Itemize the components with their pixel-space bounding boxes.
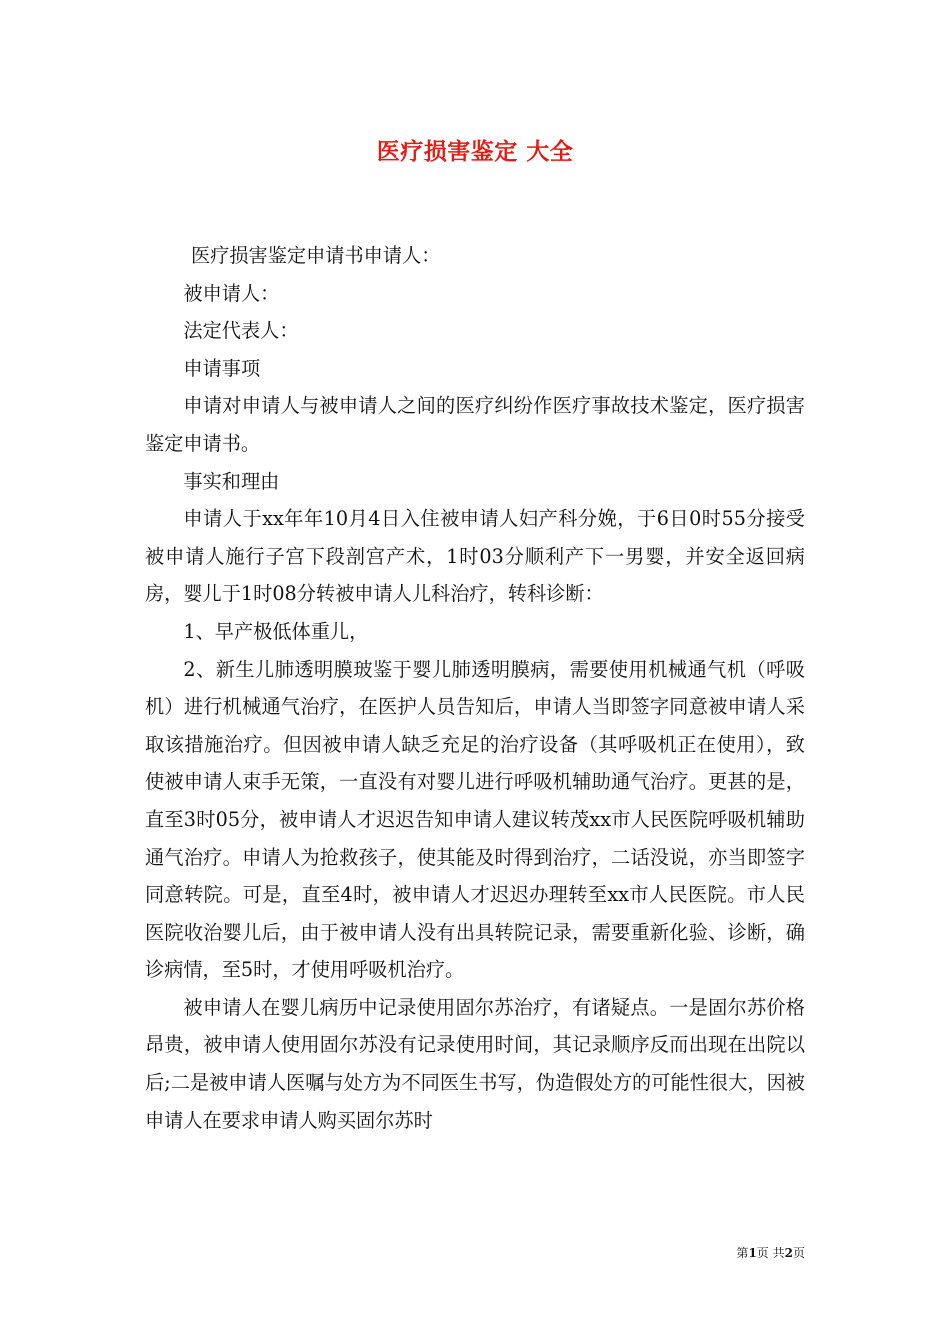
paragraph-applicant: 医疗损害鉴定申请书申请人： [191,244,441,267]
paragraph-diagnosis-1: 1、早产极低体重儿， [183,619,369,643]
paragraph-facts-heading: 事实和理由 [183,469,280,493]
paragraph-doubts: 被申请人在婴儿病历中记录使用固尔苏治疗，有诸疑点。一是固尔苏价格昂贵，被申请人使用固尔苏没有记录使用时间，其记录顺序反而出现在出院以后;二是被申请人医嘱与处方为不同医生书写，伪造假处方的可能性很大，因被申请人在要求申请人购买固尔苏时 [145,995,805,1132]
footer-total-pages: 2 [784,1246,793,1260]
footer-suffix: 页 [792,1246,805,1260]
document-title: 医疗损害鉴定 大全 [376,138,574,165]
footer-middle: 页 共 [756,1246,785,1260]
paragraph-diagnosis-2: 2、新生儿肺透明膜玻鉴于婴儿肺透明膜病，需要使用机械通气机（呼吸机）进行机械通气治疗，在医护人员告知后，申请人当即签字同意被申请人采取该措施治疗。但因被申请人缺乏充足的治疗设备（其呼吸机正在使用），致使被申请人束手无策，一直没有对婴儿进行呼吸机辅助通气治疗。更甚的是，直至3时05分，被申请人才迟迟告知申请人建议转茂xx市人民医院呼吸机辅助通气治疗。申请人为抢救孩子，使其能及时得到治疗，二话没说，亦当即签字同意转院。可是，直至4时，被申请人才迟迟办理转至xx市人民医院。市人民医院收治婴儿后，由于被申请人没有出具转院记录，需要重新化验、诊断，确诊病情，至5时，才使用呼吸机治疗。 [145,657,805,982]
paragraph-request: 申请对申请人与被申请人之间的医疗纠纷作医疗事故技术鉴定，医疗损害鉴定申请书。 [145,394,805,455]
paragraph-request-heading: 申请事项 [183,356,261,380]
page-number-footer [736,1244,805,1261]
paragraph-respondent: 被申请人： [183,281,280,305]
footer-prefix: 第 [736,1246,749,1260]
document-body [145,237,805,1139]
footer-current-page: 1 [748,1246,757,1260]
paragraph-facts: 申请人于xx年年10月4日入住被申请人妇产科分娩，于6日0时55分接受被申请人施行子宫下段剖宫产术，1时03分顺利产下一男婴，并安全返回病房，婴儿于1时08分转被申请人儿科治疗，转科诊断： [145,507,805,606]
paragraph-legal-representative: 法定代表人： [183,319,299,343]
